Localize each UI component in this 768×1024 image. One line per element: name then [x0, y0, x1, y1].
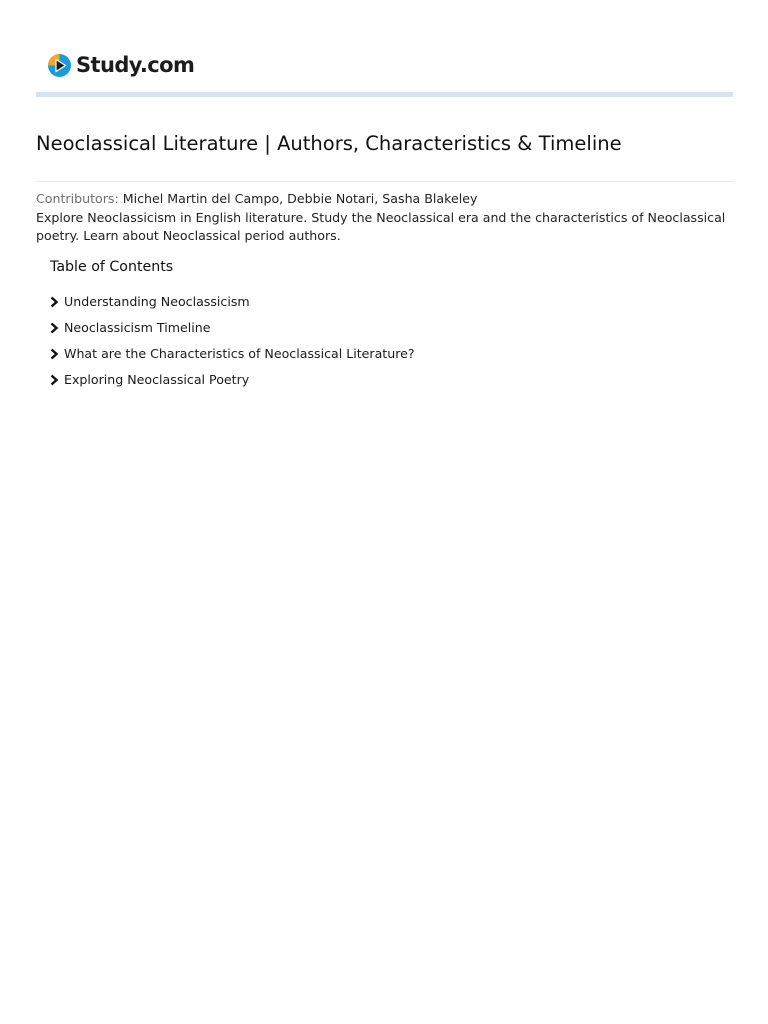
- toc-item-label: What are the Characteristics of Neoclassical Literature?: [64, 345, 415, 361]
- toc-item-neoclassicism-timeline[interactable]: [50, 314, 733, 340]
- chevron-right-icon: [50, 296, 59, 308]
- header-divider: [36, 92, 733, 97]
- table-of-contents: [50, 256, 733, 392]
- chevron-right-icon: [50, 322, 59, 334]
- contributors-line: [36, 190, 733, 209]
- contributors-label: Contributors:: [36, 191, 119, 206]
- toc-list: [50, 288, 733, 392]
- toc-item-label: Understanding Neoclassicism: [64, 293, 250, 309]
- toc-item-neoclassical-poetry[interactable]: [50, 366, 733, 392]
- title-divider: [36, 181, 733, 182]
- toc-item-label: Neoclassicism Timeline: [64, 319, 211, 335]
- toc-heading: Table of Contents: [50, 259, 174, 275]
- contributors-names: Michel Martin del Campo, Debbie Notari, Sasha Blakeley: [122, 191, 478, 206]
- play-logo-icon: [47, 53, 72, 78]
- toc-item-understanding-neoclassicism[interactable]: [50, 288, 733, 314]
- chevron-right-icon: [50, 374, 59, 386]
- toc-item-label: Exploring Neoclassical Poetry: [64, 371, 250, 387]
- article-meta: [36, 190, 733, 246]
- site-header: [36, 0, 733, 98]
- article-summary: Explore Neoclassicism in English literature. Study the Neoclassical era and the characteristics of Neoclassical poetry. Learn about Neoclassical period authors.: [36, 209, 726, 244]
- study-logo[interactable]: [47, 51, 194, 79]
- toc-item-characteristics[interactable]: [50, 340, 733, 366]
- brand-name: Study.com: [76, 53, 195, 77]
- page-title: Neoclassical Literature | Authors, Characteristics & Timeline: [36, 132, 622, 155]
- chevron-right-icon: [50, 348, 59, 360]
